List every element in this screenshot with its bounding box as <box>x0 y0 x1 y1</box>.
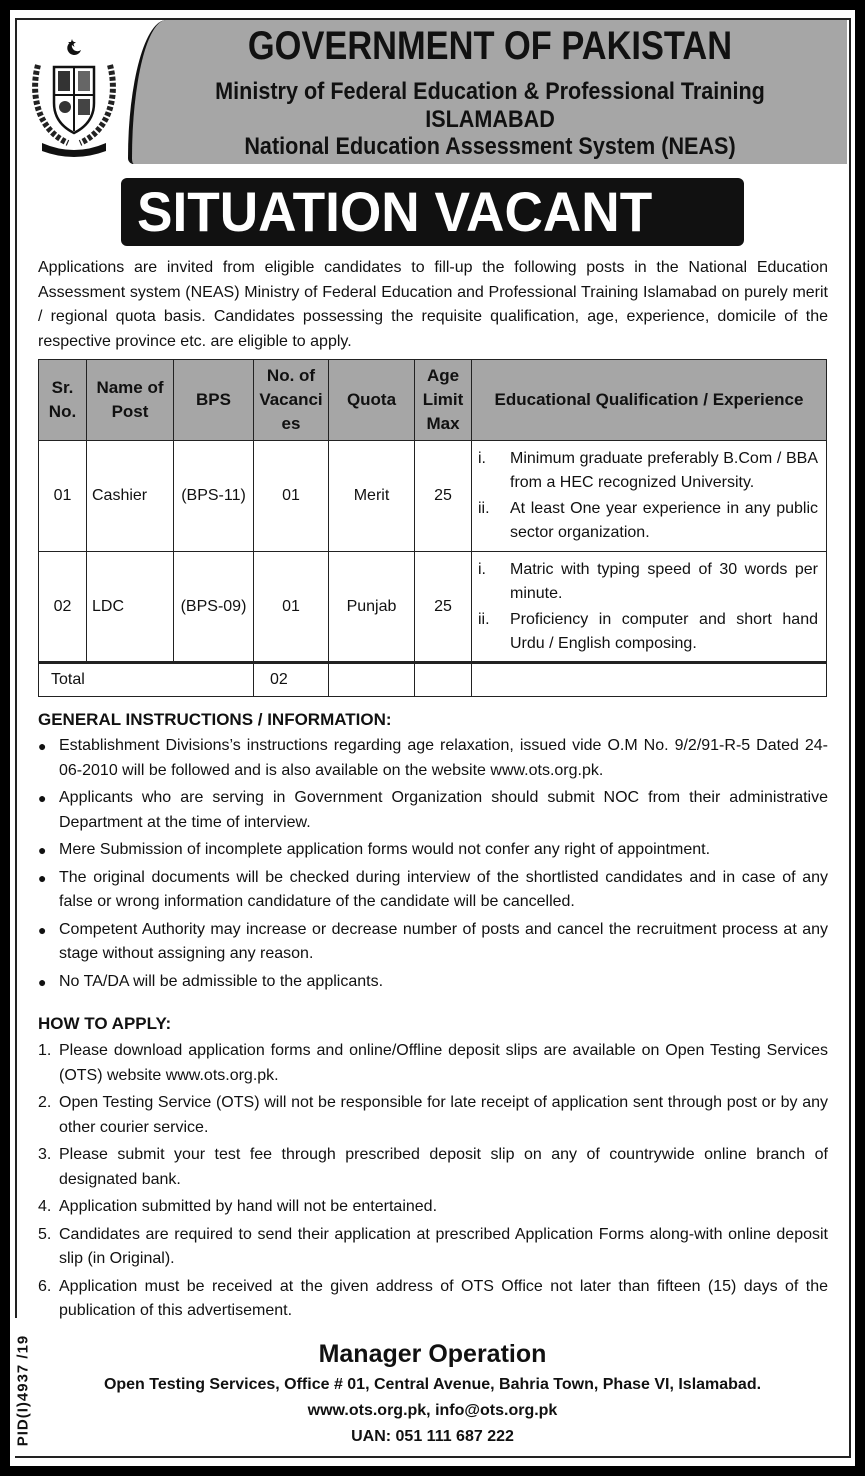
apply-step <box>38 1143 828 1192</box>
cell-vacancies: 01 <box>254 441 329 552</box>
step-number: 4. <box>38 1198 52 1215</box>
instruction-item <box>38 838 828 863</box>
header-sr: Sr. No. <box>39 360 87 441</box>
apply-step <box>38 1091 828 1140</box>
general-instructions-heading: GENERAL INSTRUCTIONS / INFORMATION: <box>38 710 392 729</box>
cell-sr: 01 <box>39 441 87 552</box>
border-left <box>15 18 17 1318</box>
general-instructions-list <box>38 734 828 997</box>
cell-sr: 02 <box>39 552 87 663</box>
bullet-icon: ● <box>38 738 47 754</box>
instruction-item <box>38 866 828 915</box>
step-text: Application must be received at the given address of OTS Office not later than fifteen (15) days of the publication of this advertisement. <box>59 1277 828 1319</box>
department-name: National Education Assessment System (NEAS) <box>244 133 736 160</box>
total-row <box>39 663 827 697</box>
header-qualification: Educational Qualification / Experience <box>472 360 827 441</box>
table-header-row <box>39 360 827 441</box>
cell-qualification: i. Minimum graduate preferably B.Com / BBA from a HEC recognized University. ii. At least One year experience in any public sector organization. <box>472 441 827 552</box>
apply-step <box>38 1039 828 1088</box>
bullet-icon: ● <box>38 921 47 938</box>
instruction-text: No TA/DA will be admissible to the applicants. <box>59 972 384 990</box>
step-text: Application submitted by hand will not be entertained. <box>59 1198 438 1215</box>
step-number: 2. <box>38 1094 52 1111</box>
header-quota: Quota <box>329 360 415 441</box>
city-name: ISLAMABAD <box>425 106 555 133</box>
cell-quota: Punjab <box>329 552 415 663</box>
header-bps: BPS <box>174 360 254 441</box>
office-address: Open Testing Services, Office # 01, Central Avenue, Bahria Town, Phase VI, Islamabad. <box>103 1376 762 1393</box>
apply-step <box>38 1195 828 1220</box>
ministry-name: Ministry of Federal Education & Professional Training <box>215 78 765 105</box>
cell-age: 25 <box>415 552 472 663</box>
government-title: GOVERNMENT OF PAKISTAN <box>247 24 733 68</box>
cell-quota: Merit <box>329 441 415 552</box>
advertisement <box>10 10 855 1466</box>
vacancy-table <box>38 359 827 697</box>
instruction-text: The original documents will be checked during interview of the shortlisted candidates and in case of any false or wrong information candidature of the candidate will be cancelled. <box>59 868 828 910</box>
instruction-text: Applicants who are serving in Government Organization should submit NOC from their administrative Department at the time of interview. <box>59 789 828 831</box>
apply-step <box>38 1275 828 1324</box>
cell-post: Cashier <box>87 441 174 552</box>
bullet-icon: ● <box>38 790 47 806</box>
instruction-item <box>38 734 828 783</box>
header-age: Age Limit Max <box>415 360 472 441</box>
how-to-apply-list <box>38 1039 828 1327</box>
bullet-icon: ● <box>38 842 47 858</box>
contact-web-email: www.ots.org.pk, info@ots.org.pk <box>307 1402 558 1419</box>
step-number: 5. <box>38 1225 52 1243</box>
cell-bps: (BPS-09) <box>174 552 254 663</box>
table-row <box>39 552 827 663</box>
cell-age: 25 <box>415 441 472 552</box>
step-number: 3. <box>38 1146 52 1163</box>
how-to-apply-heading: HOW TO APPLY: <box>38 1014 172 1033</box>
uan-number: UAN: 051 111 687 222 <box>351 1428 514 1445</box>
step-text: Open Testing Service (OTS) will not be responsible for late receipt of application sent through post or by any other courier service. <box>59 1094 828 1136</box>
step-text: Candidates are required to send their application at prescribed Application Forms along-with online deposit slip (in Original). <box>59 1225 828 1267</box>
instruction-text: Competent Authority may increase or decrease number of posts and cancel the recruitment process at any stage without assigning any reason. <box>59 920 828 962</box>
apply-step <box>38 1223 828 1272</box>
banner-text: SITUATION VACANT <box>137 180 653 243</box>
instruction-item <box>38 786 828 835</box>
header-post: Name of Post <box>87 360 174 441</box>
header-vacancies: No. of Vacanci es <box>254 360 329 441</box>
cell-post: LDC <box>87 552 174 663</box>
cell-vacancies: 01 <box>254 552 329 663</box>
step-number: 1. <box>38 1042 52 1059</box>
instruction-item <box>38 970 828 995</box>
manager-title: Manager Operation <box>318 1340 547 1368</box>
situation-vacant-banner <box>121 178 744 246</box>
intro-paragraph: Applications are invited from eligible candidates to fill-up the following posts in the National Education Assessment system (NEAS) Ministry of Federal Education and Professional Training Islamabad on purely merit / regional quota basis. Candidates possessing the requisite qualification, age, experience, domicile of the respective province etc. are eligible to apply. <box>38 259 828 350</box>
bullet-icon: ● <box>38 973 47 990</box>
cell-qualification: i. Matric with typing speed of 30 words per minute. ii. Proficiency in computer and short hand Urdu / English composing. <box>472 552 827 663</box>
table-row <box>39 441 827 552</box>
total-label: Total <box>39 663 254 697</box>
state-emblem-icon <box>28 35 120 160</box>
step-number: 6. <box>38 1277 52 1295</box>
step-text: Please submit your test fee through prescribed deposit slip on any of countrywide online branch of designated bank. <box>59 1146 828 1188</box>
instruction-text: Mere Submission of incomplete application forms would not confer any right of appointment. <box>59 841 711 858</box>
total-vacancies: 02 <box>254 663 329 697</box>
instruction-text: Establishment Divisions’s instructions regarding age relaxation, issued vide O.M No. 9/2/91-R-5 Dated 24-06-2010 will be followed and is also available on the website www.ots.org.pk. <box>59 737 828 779</box>
bullet-icon: ● <box>38 869 47 886</box>
instruction-item <box>38 918 828 967</box>
publication-id: PID(I)4937 /19 <box>15 1326 32 1456</box>
step-text: Please download application forms and online/Offline deposit slips are available on Open Testing Services (OTS) website www.ots.org.pk. <box>59 1042 828 1084</box>
cell-bps: (BPS-11) <box>174 441 254 552</box>
